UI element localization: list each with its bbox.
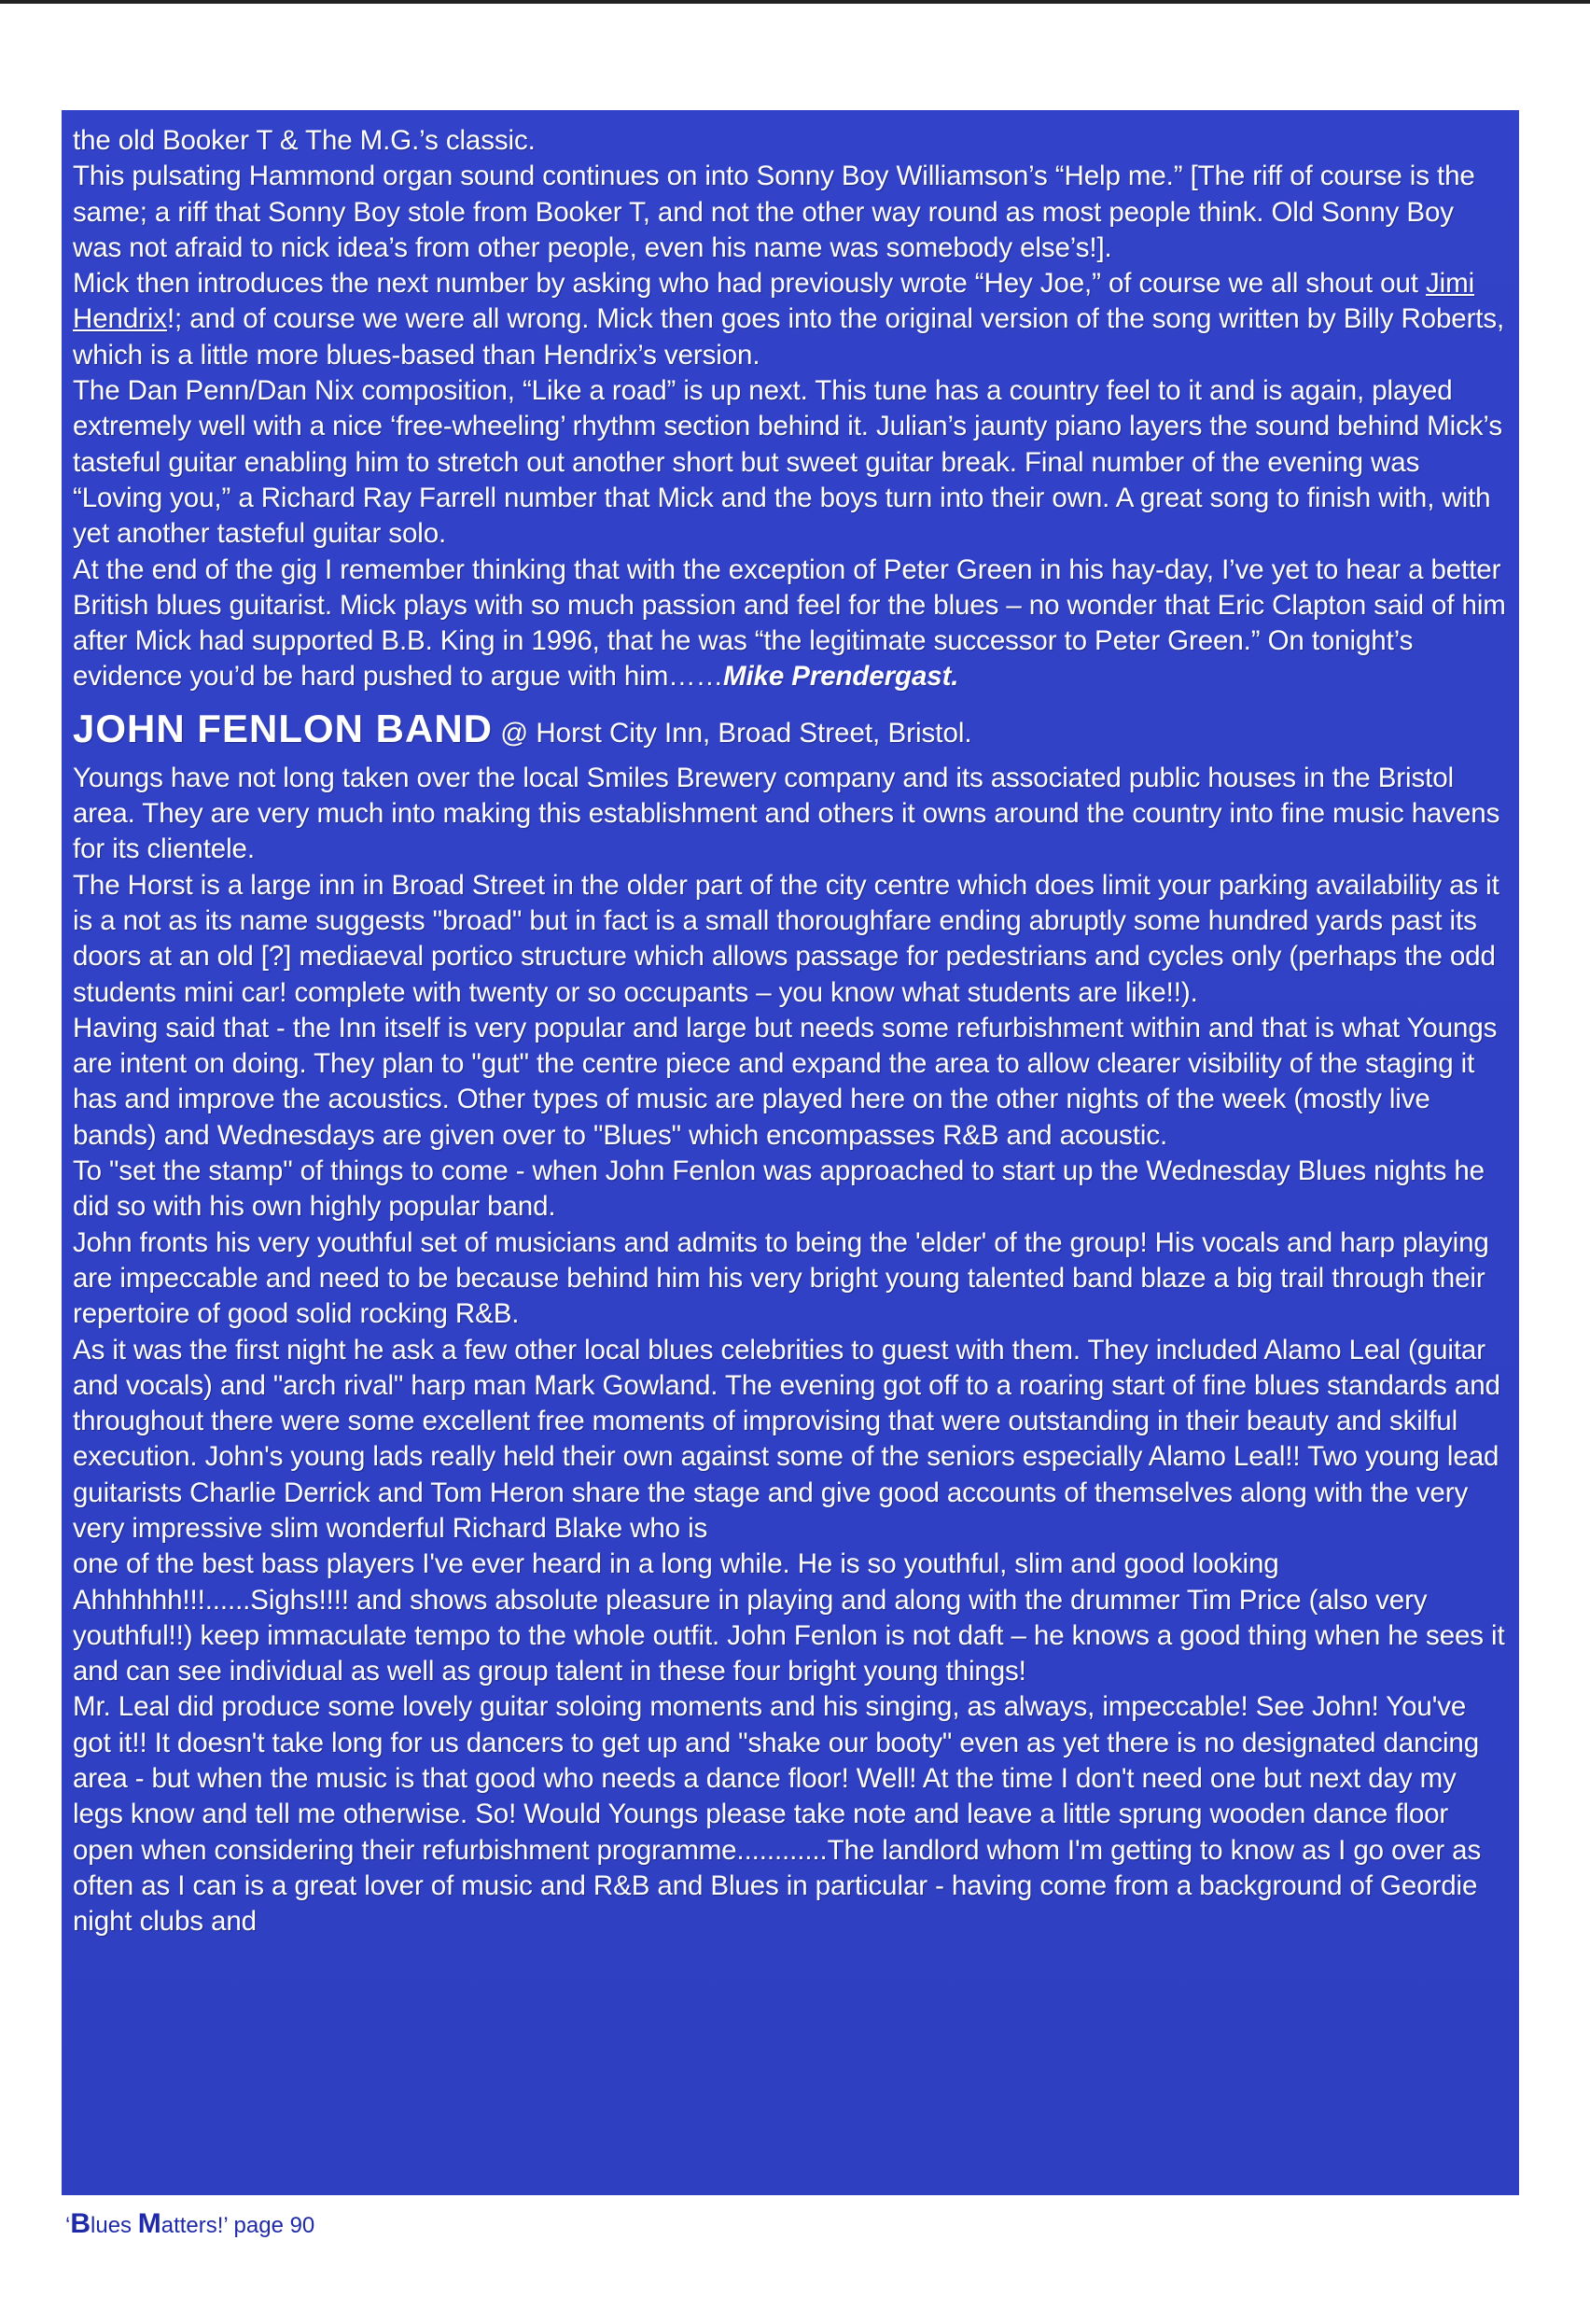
article-panel: [62, 110, 1519, 2195]
paragraph-13: Mr. Leal did produce some lovely guitar soloing moments and his singing, as always, impeccable! See John! You've got it!! It doesn't take long for us dancers to get up and "shake our booty" even as yet there is no designated dancing area - but when the music is that good who needs a dance floor! Well! At the time I don't need one but next day my legs know and tell me otherwise. So! Would Youngs please take note and leave a little sprung wooden dance floor open when considering their refurbishment programme............The landlord whom I'm getting to know as I go over as often as I can is a great lover of music and R&B and Blues in particular - having come from a background of Geordie night clubs and: [73, 1691, 1482, 1938]
paragraph-3-end: !; and of course we were all wrong. Mick then goes into the original version of the song written by Billy Roberts, which is a little more blues-based than Hendrix’s version.: [73, 303, 1505, 371]
paragraph-3-start: Mick then introduces the next number by asking who had previously wrote “Hey Joe,” of course we all shout out: [73, 268, 1426, 300]
paragraph-1: the old Booker T & The M.G.’s classic.: [73, 125, 536, 156]
band-name: JOHN FENLON BAND: [73, 706, 494, 750]
footer-initial-m: M: [137, 2208, 161, 2239]
paragraph-5: [73, 553, 1508, 695]
paragraph-2: This pulsating Hammond organ sound continues on into Sonny Boy Williamson’s “Help me.” [The riff of course is the same; a riff that Sonny Boy stole from Booker T, and not the other way round as most people think. Old Sonny Boy was not afraid to nick idea’s from other people, even his name was somebody else’s!].: [73, 161, 1475, 263]
paragraph-6: Youngs have not long taken over the local Smiles Brewery company and its associated public houses in the Bristol area. They are very much into making this establishment and others it owns around the country into fine music havens for its clientele.: [73, 762, 1500, 865]
paragraph-7: The Horst is a large inn in Broad Street in the older part of the city centre which does limit your parking availability as it is a not as its name suggests "broad" but in fact is a small thoroughfare ending abruptly some hundred yards past its doors at an old [?] mediaeval portico structure which allows passage for pedestrians and cycles only (perhaps the odd students mini car! complete with twenty or so occupants – you know what students are like!!).: [73, 869, 1499, 1008]
footer-open-quote: ‘: [65, 2213, 71, 2238]
footer-page-number: atters!’ page 90: [160, 2213, 315, 2238]
paragraph-8: Having said that - the Inn itself is very popular and large but needs some refurbishment within and that is what Youngs are intent on doing. They plan to "gut" the centre piece and expand the area to allow clearer visibility of the staging it has and improve the acoustics. Other types of music are played here on the other nights of the week (mostly live bands) and Wednesdays are given over to "Blues" which encompasses R&B and acoustic.: [73, 1012, 1498, 1151]
paragraph-9: To "set the stamp" of things to come - when John Fenlon was approached to start up the Wednesday Blues nights he did so with his own highly popular band.: [73, 1155, 1485, 1223]
venue-line: @ Horst City Inn, Broad Street, Bristol.: [493, 717, 972, 749]
page-footer: [65, 2208, 314, 2240]
author-byline: Mike Prendergast.: [722, 661, 959, 693]
paragraph-3: [73, 266, 1508, 373]
paragraph-11: As it was the first night he ask a few other local blues celebrities to guest with them. They included Alamo Leal (guitar and vocals) and "arch rival" harp man Mark Gowland. The evening got off to a roaring start of fine blues standards and throughout there were some excellent free moments of improvising that were outstanding in their beauty and skilful execution. John's young lads really held their own against some of the seniors especially Alamo Leal!! Two young lead guitarists Charlie Derrick and Tom Heron share the stage and give good accounts of themselves along with the very very impressive slim wonderful Richard Blake who is: [73, 1334, 1500, 1544]
paragraph-12: one of the best bass players I've ever heard in a long while. He is so youthful, slim and good looking Ahhhhhh!!!......Sighs!!!! and shows absolute pleasure in playing and along with the drummer Tim Price (also very youthful!!) keep immaculate tempo to the whole outfit. John Fenlon is not daft – he knows a good thing when he sees it and can see individual as well as group talent in these four bright young things!: [73, 1548, 1505, 1687]
footer-initial-b: B: [70, 2208, 91, 2239]
section-heading: [73, 707, 1508, 761]
footer-lues: lues: [91, 2213, 138, 2238]
paragraph-5-text: At the end of the gig I remember thinking that with the exception of Peter Green in his hay-day, I’ve yet to hear a better British blues guitarist. Mick plays with so much passion and feel for the blues – no wonder that Eric Clapton said of him after Mick had supported B.B. King in 1996, that he was “the legitimate successor to Peter Green.” On tonight’s evidence you’d be hard pushed to argue with him……: [73, 553, 1506, 693]
paragraph-4: The Dan Penn/Dan Nix composition, “Like a road” is up next. This tune has a country feel to it and is again, played extremely well with a nice ‘free-wheeling’ rhythm section behind it. Julian’s jaunty piano layers the sound behind Mick’s tasteful guitar enabling him to stretch out another short but sweet guitar break. Final number of the evening was “Loving you,” a Richard Ray Farrell number that Mick and the boys turn into their own. A great song to finish with, with yet another tasteful guitar solo.: [73, 375, 1502, 550]
jimi-hendrix-link[interactable]: Jimi Hendrix: [73, 268, 1475, 335]
top-rule: [0, 0, 1590, 4]
paragraph-10: John fronts his very youthful set of musicians and admits to being the 'elder' of the group! His vocals and harp playing are impeccable and need to be because behind him his very bright young talented band blaze a big trail through their repertoire of good solid rocking R&B.: [73, 1226, 1489, 1330]
